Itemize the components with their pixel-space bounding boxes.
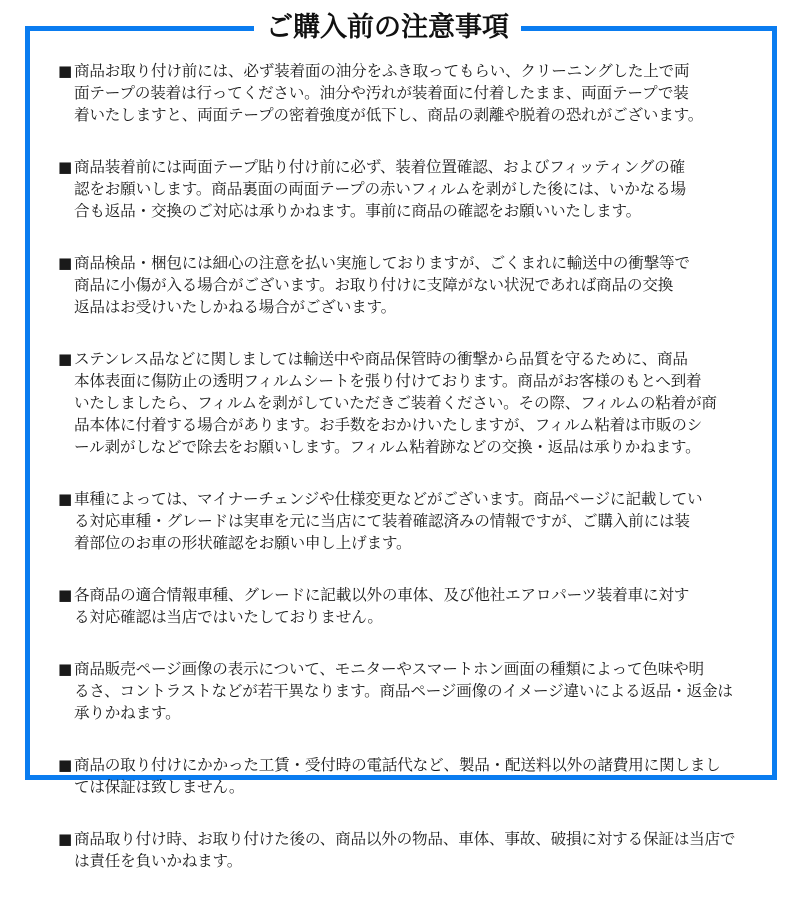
notice-text-line: は責任を負いかねます。 — [74, 852, 243, 870]
notice-item — [58, 828, 780, 872]
notice-text-line: 着部位のお車の形状確認をお願い申し上げます。 — [74, 534, 412, 552]
square-bullet-icon: ■ — [58, 830, 72, 848]
notice-text-line: 商品販売ページ画像の表示について、モニターやスマートホン画面の種類によって色味や明 — [74, 660, 704, 678]
notice-text-line: る対応車種・グレードは実車を元に当店にて装着確認済みの情報ですが、ご購入前には装 — [74, 512, 690, 530]
notice-text-line: ステンレス品などに関しましては輸送中や商品保管時の衝撃から品質を守るために、商品 — [74, 350, 688, 368]
notice-text-line: 商品に小傷が入る場合がございます。お取り付けに支障がない状況であれば商品の交換 — [74, 276, 674, 294]
notice-text-line: いたしましたら、フィルムを剥がしていただきご装着ください。その際、フィルムの粘着が商 — [74, 394, 717, 412]
notice-item — [58, 60, 780, 126]
square-bullet-icon: ■ — [58, 756, 72, 774]
notice-text-line: ては保証は致しません。 — [74, 778, 245, 796]
notice-item — [58, 488, 780, 554]
square-bullet-icon: ■ — [58, 660, 72, 678]
notice-text-line: 商品装着前には両面テープ貼り付け前に必ず、装着位置確認、およびフィッティングの確 — [74, 158, 685, 176]
notice-text-line: 商品検品・梱包には細心の注意を払い実施しておりますが、ごくまれに輸送中の衝撃等で — [74, 254, 690, 272]
notice-text-line: 承りかねます。 — [74, 704, 181, 722]
square-bullet-icon: ■ — [58, 62, 72, 80]
square-bullet-icon: ■ — [58, 254, 72, 272]
notice-text-line: 合も返品・交換のご対応は承りかねます。事前に商品の確認をお願いいたします。 — [74, 202, 642, 220]
notice-item — [58, 658, 780, 724]
notice-text-line: 品本体に付着する場合があります。お手数をおかけいたしますが、フィルム粘着は市販のシ — [74, 416, 703, 434]
notice-text-line: 着いたしますと、両面テープの密着強度が低下し、商品の剥離や脱着の恐れがございます。 — [74, 106, 704, 124]
notice-text-line: ール剥がしなどで除去をお願いします。フィルム粘着跡などの交換・返品は承りかねます。 — [74, 438, 701, 456]
square-bullet-icon: ■ — [58, 490, 72, 508]
square-bullet-icon: ■ — [58, 350, 72, 368]
notice-text-line: 返品はお受けいたしかねる場合がございます。 — [74, 298, 397, 316]
notice-item — [58, 156, 780, 222]
notice-text-line: 車種によっては、マイナーチェンジや仕様変更などがございます。商品ページに記載してい — [74, 490, 703, 508]
square-bullet-icon: ■ — [58, 586, 72, 604]
notice-text-line: 認をお願いします。商品裏面の両面テープの赤いフィルムを剥がした後には、いかなる場 — [74, 180, 686, 198]
notice-text-line: 商品取り付け時、お取り付けた後の、商品以外の物品、車体、事故、破損に対する保証は当店で — [74, 830, 736, 848]
notice-text-line: る対応確認は当店ではいたしておりません。 — [74, 608, 383, 626]
square-bullet-icon: ■ — [58, 158, 72, 176]
notice-text-line: 本体表面に傷防止の透明フィルムシートを張り付けております。商品がお客様のもとへ到着 — [74, 372, 702, 390]
notice-item — [58, 754, 780, 798]
notice-text-line: 面テープの装着は行ってください。油分や汚れが装着面に付着したまま、両面テープで装 — [74, 84, 689, 102]
notice-item — [58, 348, 780, 458]
notice-list — [58, 60, 780, 902]
notice-text-line: 各商品の適合情報車種、グレードに記載以外の車体、及び他社エアロパーツ装着車に対す — [74, 586, 690, 604]
notice-text-line: るさ、コントラストなどが若干異なります。商品ページ画像のイメージ違いによる返品・返金は — [74, 682, 733, 700]
notice-item — [58, 252, 780, 318]
page-title: ご購入前の注意事項 — [254, 8, 521, 48]
notice-text-line: 商品お取り付け前には、必ず装着面の油分をふき取ってもらい、クリーニングした上で両 — [74, 62, 690, 80]
notice-text-line: 商品の取り付けにかかった工賃・受付時の電話代など、製品・配送料以外の諸費用に関しまし — [74, 756, 721, 774]
notice-item — [58, 584, 780, 628]
